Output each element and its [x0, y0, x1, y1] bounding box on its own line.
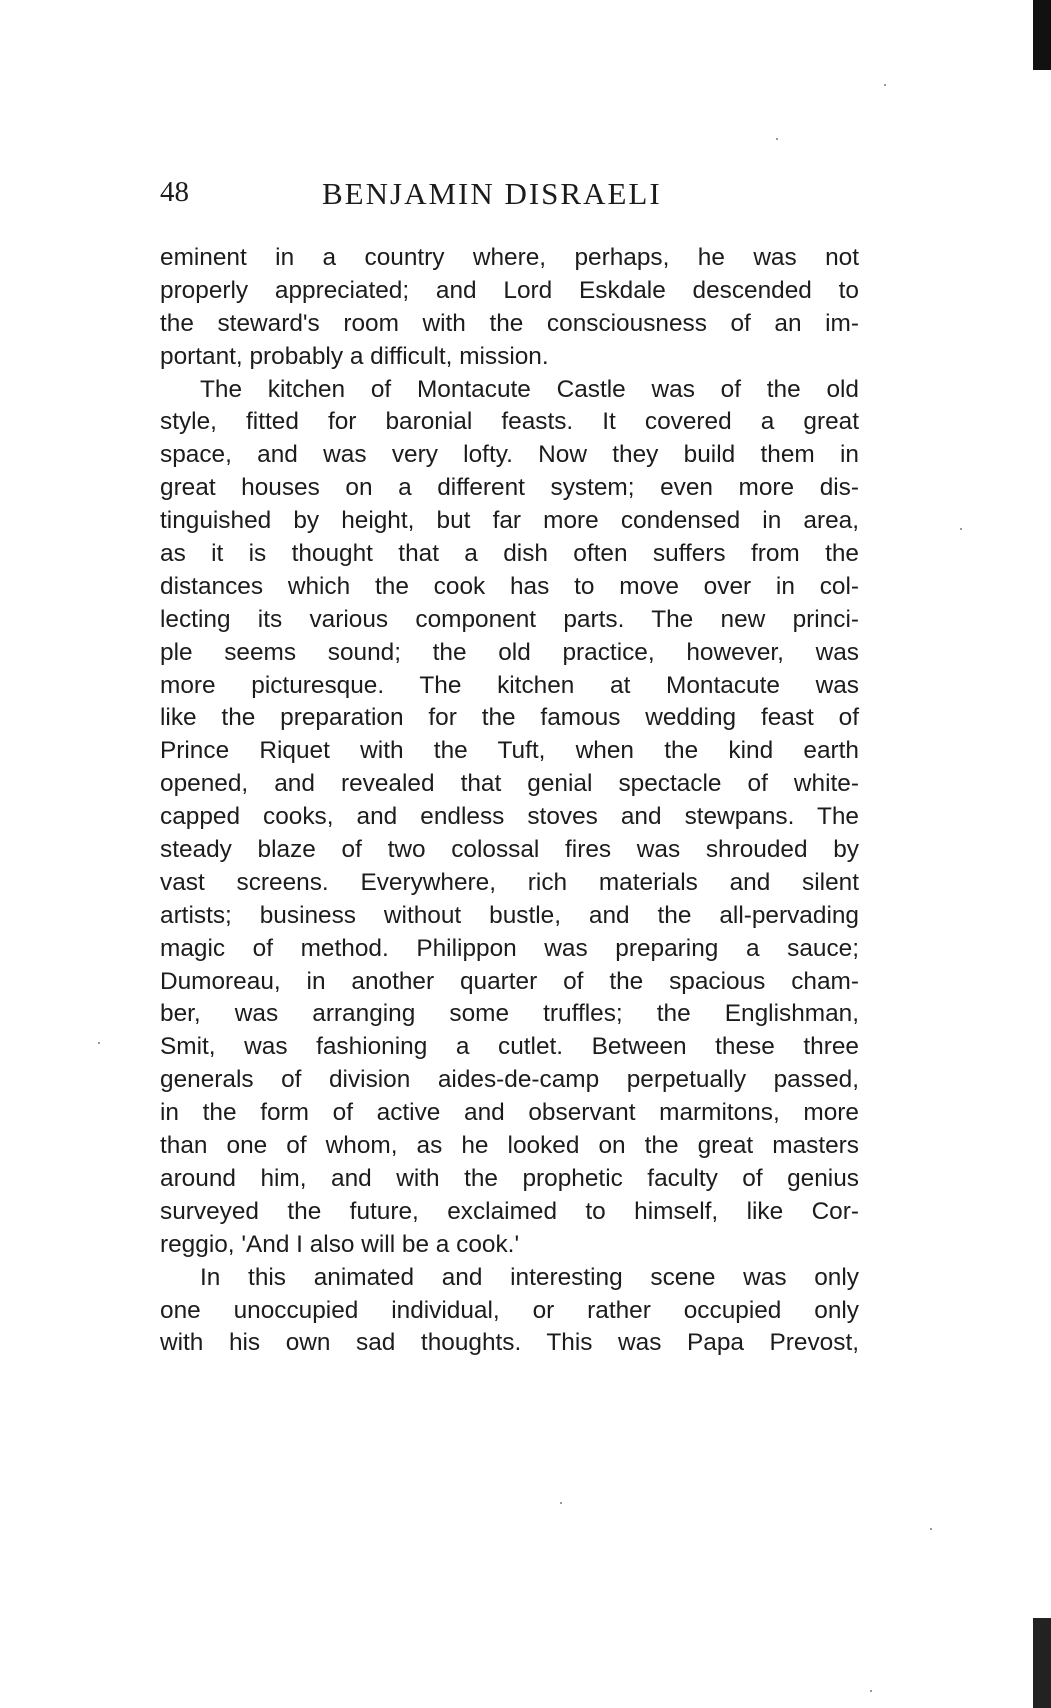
- text-line: reggio, 'And I also will be a cook.': [160, 1230, 520, 1258]
- text-line: capped cooks, and endless stoves and stewpans. The: [160, 803, 859, 831]
- text-line: tinguished by height, but far more condensed in area,: [160, 507, 859, 535]
- text-line: The kitchen of Montacute Castle was of the old: [200, 375, 859, 403]
- text-line: lecting its various component parts. The new princi-: [160, 605, 859, 633]
- text-line: space, and was very lofty. Now they build them in: [160, 441, 859, 469]
- text-line: portant, probably a difficult, mission.: [160, 342, 549, 370]
- text-line: Smit, was fashioning a cutlet. Between these three: [160, 1033, 859, 1061]
- scan-edge-mark-bottom: [1033, 1618, 1051, 1708]
- text-line: around him, and with the prophetic faculty of genius: [160, 1164, 859, 1192]
- scan-speck: [98, 1042, 100, 1044]
- scan-edge-mark-top: [1033, 0, 1051, 70]
- text-line: ber, was arranging some truffles; the Englishman,: [160, 1000, 859, 1028]
- text-line: ple seems sound; the old practice, however, was: [160, 638, 859, 666]
- text-line: like the preparation for the famous wedding feast of: [160, 704, 859, 732]
- text-line: opened, and revealed that genial spectacle of white-: [160, 770, 859, 798]
- text-line: eminent in a country where, perhaps, he was not: [160, 244, 859, 271]
- text-line: generals of division aides-de-camp perpetually passed,: [160, 1066, 859, 1094]
- text-line: style, fitted for baronial feasts. It covered a great: [160, 408, 859, 436]
- scan-speck: [960, 528, 962, 530]
- text-line: as it is thought that a dish often suffers from the: [160, 540, 859, 568]
- text-line: steady blaze of two colossal fires was shrouded by: [160, 836, 859, 864]
- text-line: properly appreciated; and Lord Eskdale descended to: [160, 276, 859, 304]
- text-line: with his own sad thoughts. This was Papa Prevost,: [160, 1329, 859, 1357]
- running-title: BENJAMIN DISRAELI: [322, 176, 662, 211]
- scan-speck: [560, 1502, 562, 1504]
- text-line: the steward's room with the consciousness of an im-: [160, 309, 859, 337]
- text-line: more picturesque. The kitchen at Montacute was: [160, 671, 859, 699]
- text-line: great houses on a different system; even more dis-: [160, 474, 859, 502]
- text-line: distances which the cook has to move over in col-: [160, 572, 859, 600]
- body-text: [160, 242, 859, 1360]
- text-line: surveyed the future, exclaimed to himself, like Cor-: [160, 1197, 859, 1225]
- text-line: Prince Riquet with the Tuft, when the kind earth: [160, 737, 859, 765]
- text-line: than one of whom, as he looked on the great masters: [160, 1132, 859, 1160]
- scan-speck: [930, 1528, 932, 1530]
- scan-speck: [870, 1690, 872, 1692]
- text-line: artists; business without bustle, and the all-pervading: [160, 901, 859, 929]
- text-line: Dumoreau, in another quarter of the spacious cham-: [160, 967, 859, 995]
- page-header: [160, 176, 860, 216]
- text-line: one unoccupied individual, or rather occupied only: [160, 1296, 859, 1324]
- page-number: 48: [160, 176, 189, 208]
- scan-speck: [884, 84, 886, 86]
- text-line: magic of method. Philippon was preparing a sauce;: [160, 934, 859, 962]
- text-line: In this animated and interesting scene was only: [200, 1263, 859, 1291]
- text-line: vast screens. Everywhere, rich materials and silent: [160, 868, 859, 896]
- scan-speck: [776, 138, 778, 140]
- text-line: in the form of active and observant marmitons, more: [160, 1099, 859, 1127]
